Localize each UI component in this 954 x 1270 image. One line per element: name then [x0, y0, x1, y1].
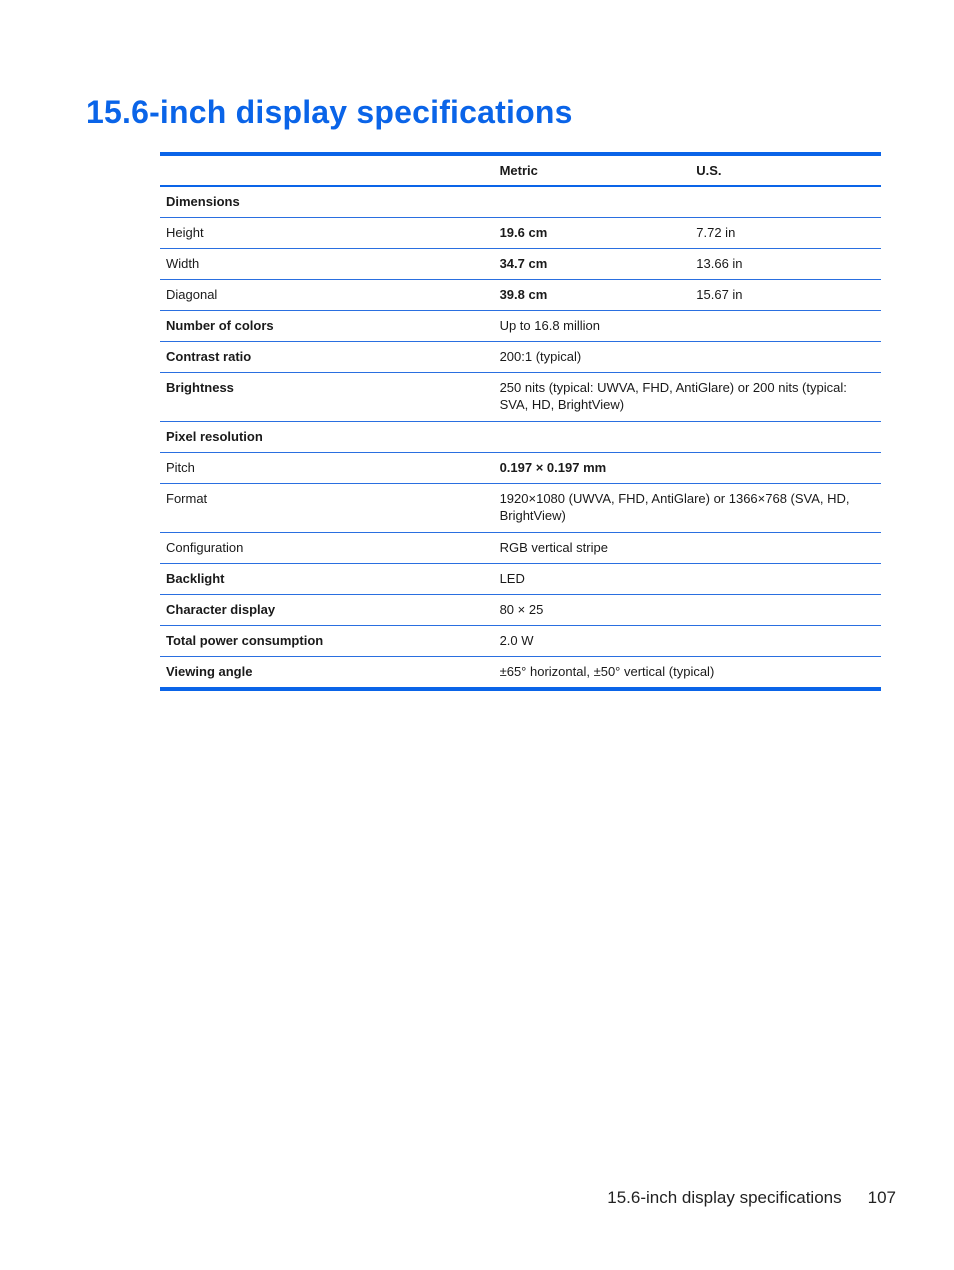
row-value: 200:1 (typical) [499, 349, 582, 364]
table-row [160, 626, 881, 657]
header-label [160, 154, 494, 186]
row-value: RGB vertical stripe [499, 540, 608, 555]
table-row [160, 342, 881, 373]
display-specifications-table [160, 152, 881, 691]
header-metric: Metric [499, 163, 538, 178]
row-label: Height [166, 225, 204, 240]
table-row [160, 249, 881, 280]
row-metric: 19.6 cm [499, 225, 548, 240]
row-metric: 34.7 cm [499, 256, 548, 271]
row-label: Number of colors [166, 318, 274, 333]
row-value: 1920×1080 (UWVA, FHD, AntiGlare) or 1366×768 (SVA, HD, BrightView) [499, 491, 850, 523]
table-row [160, 533, 881, 564]
row-label: Format [166, 491, 208, 506]
row-value: 2.0 W [499, 633, 534, 648]
row-metric [494, 186, 691, 218]
row-metric [494, 422, 691, 453]
row-label: Viewing angle [166, 664, 253, 679]
row-value: 250 nits (typical: UWVA, FHD, AntiGlare) or 200 nits (typical: SVA, HD, BrightView) [499, 380, 847, 412]
row-label: Width [166, 256, 200, 271]
row-us [690, 186, 881, 218]
row-value: 80 × 25 [499, 602, 544, 617]
page-title: 15.6-inch display specifications [86, 94, 573, 130]
table-row [160, 657, 881, 690]
row-label: Contrast ratio [166, 349, 252, 364]
row-label: Dimensions [166, 194, 240, 209]
row-us: 15.67 in [696, 287, 743, 302]
table-row [160, 422, 881, 453]
row-metric: 39.8 cm [499, 287, 548, 302]
row-us: 7.72 in [696, 225, 736, 240]
row-label: Character display [166, 602, 276, 617]
table-row [160, 453, 881, 484]
row-us [690, 422, 881, 453]
row-value: LED [499, 571, 525, 586]
row-label: Pixel resolution [166, 429, 263, 444]
row-label: Pitch [166, 460, 195, 475]
table-header-row [160, 154, 881, 186]
row-value: Up to 16.8 million [499, 318, 601, 333]
table-row [160, 218, 881, 249]
table-row [160, 564, 881, 595]
table-row [160, 595, 881, 626]
header-us: U.S. [696, 163, 722, 178]
row-label: Configuration [166, 540, 244, 555]
table-row [160, 373, 881, 422]
row-us: 13.66 in [696, 256, 743, 271]
page-footer [607, 1188, 896, 1208]
table-row [160, 484, 881, 533]
row-label: Total power consumption [166, 633, 324, 648]
table-row [160, 186, 881, 218]
table-row [160, 280, 881, 311]
row-label: Backlight [166, 571, 225, 586]
row-label: Diagonal [166, 287, 218, 302]
page-number: 107 [867, 1188, 896, 1207]
row-label: Brightness [166, 380, 234, 395]
row-value: ±65° horizontal, ±50° vertical (typical) [499, 664, 715, 679]
footer-section-title: 15.6-inch display specifications [607, 1188, 842, 1207]
table-row [160, 311, 881, 342]
row-value: 0.197 × 0.197 mm [499, 460, 607, 475]
